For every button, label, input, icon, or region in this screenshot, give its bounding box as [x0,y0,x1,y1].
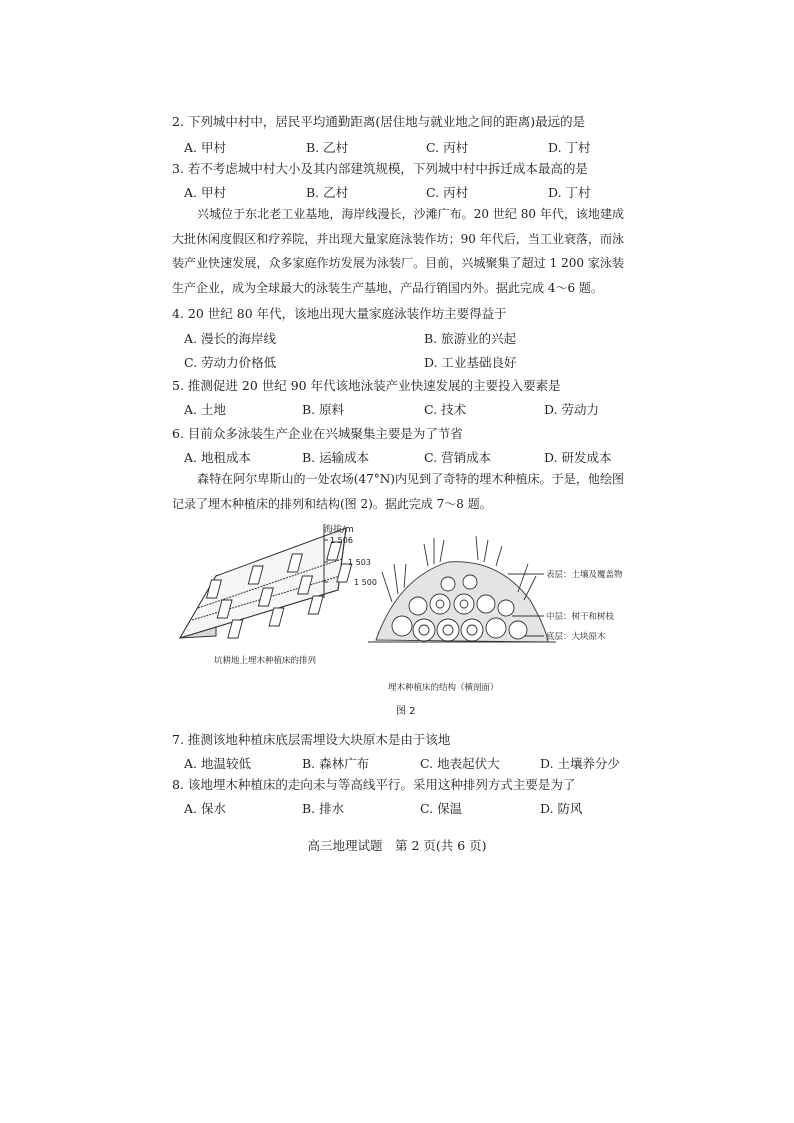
planting-bed-layout-diagram [180,524,352,638]
log-section [430,594,450,614]
question-7: 7. 推测该地种植床底层需埋设大块原木是由于该地 [172,732,451,747]
elevation-value-1503: 1 503 [348,558,371,567]
layer-bottom-label: 底层：大块原木 [546,632,606,642]
elevation-label: 海拔/m [324,525,354,535]
log-section [498,600,514,616]
q3-option-d: D. 丁村 [548,185,591,200]
q6-option-d: D. 研发成本 [544,450,612,465]
elevation-value-1506: 1 506 [330,536,353,545]
q4-option-c: C. 劳动力价格低 [184,355,277,370]
layer-top-label: 表层：土壤及覆盖物 [546,570,623,580]
q8-option-b: B. 排水 [302,801,345,816]
q5-option-b: B. 原料 [302,402,345,417]
left-figure-caption: 坑耕地上埋木种植床的排列 [214,656,317,666]
log-section [392,616,412,636]
passage-2: 森特在阿尔卑斯山的一处农场(47°N)内见到了奇特的埋木种植床。于是，他绘图记录了埋木种植床的排列和结构(图 2)。据此完成 7～8 题。 [172,472,624,511]
figure-label: 图 2 [396,706,416,717]
log-section [454,594,474,614]
elevation-value-1500: 1 500 [354,578,377,587]
question-5: 5. 推测促进 20 世纪 90 年代该地泳装产业快速发展的主要投入要素是 [172,378,561,393]
q6-option-c: C. 营销成本 [424,450,492,465]
q4-option-d: D. 工业基础良好 [424,355,517,370]
q6-option-a: A. 地租成本 [184,450,251,465]
log-section [463,575,477,589]
q2-option-b: B. 乙村 [306,140,349,155]
q3-option-b: B. 乙村 [306,185,349,200]
question-6: 6. 目前众多泳装生产企业在兴城聚集主要是为了节省 [172,426,463,441]
page-footer: 高三地理试题 第 2 页(共 6 页) [307,838,487,853]
q7-option-b: B. 森林广布 [302,756,370,771]
q4-option-b: B. 旅游业的兴起 [424,331,517,346]
q3-option-c: C. 丙村 [426,185,469,200]
q7-option-d: D. 土壤养分少 [540,756,621,771]
figure-2 [178,518,628,728]
planting-bed-cross-section [368,536,556,642]
q5-option-a: A. 土地 [184,402,226,417]
log-section [437,619,459,641]
log-section [441,577,455,591]
q8-option-c: C. 保温 [420,801,463,816]
log-section [486,618,506,638]
log-section [461,619,483,641]
question-8: 8. 该地埋木种植床的走向未与等高线平行。采用这种排列方式主要是为了 [172,777,576,792]
log-section [477,595,495,613]
question-3: 3. 若不考虑城中村大小及其内部建筑规模，下列城中村中拆迁成本最高的是 [172,161,588,176]
q5-option-d: D. 劳动力 [544,402,600,417]
slope-surface [180,528,346,638]
question-4: 4. 20 世纪 80 年代，该地出现大量家庭泳装作坊主要得益于 [172,306,507,321]
layer-mid-label: 中层：树干和树枝 [546,612,615,622]
q7-option-a: A. 地温较低 [184,756,251,771]
q4-option-a: A. 漫长的海岸线 [184,331,276,346]
q2-option-a: A. 甲村 [184,140,226,155]
q2-option-c: C. 丙村 [426,140,469,155]
q3-option-a: A. 甲村 [184,185,226,200]
right-figure-caption: 埋木种植床的结构（横剖面） [388,683,499,693]
q7-option-c: C. 地表起伏大 [420,756,500,771]
question-2: 2. 下列城中村中，居民平均通勤距离(居住地与就业地之间的距离)最远的是 [172,114,586,129]
log-section [413,619,435,641]
q6-option-b: B. 运输成本 [302,450,370,465]
log-section [409,597,427,615]
q8-option-a: A. 保水 [184,801,226,816]
q5-option-c: C. 技术 [424,402,467,417]
figure-2-drawing [178,518,628,728]
q2-option-d: D. 丁村 [548,140,591,155]
q8-option-d: D. 防风 [540,801,583,816]
passage-1: 兴城位于东北老工业基地，海岸线漫长，沙滩广布。20 世纪 80 年代，该地建成大批休闲度假区和疗养院，并出现大量家庭泳装作坊；90 年代后，当工业衰落，而泳装产业快速发展，众多家庭作坊发展为泳装厂。目前，兴城聚集了超过 1 200 家泳装生产企业，成为全球最大的泳装生产基地，产品行销国内外。据此完成 4～6 题。 [172,207,624,295]
